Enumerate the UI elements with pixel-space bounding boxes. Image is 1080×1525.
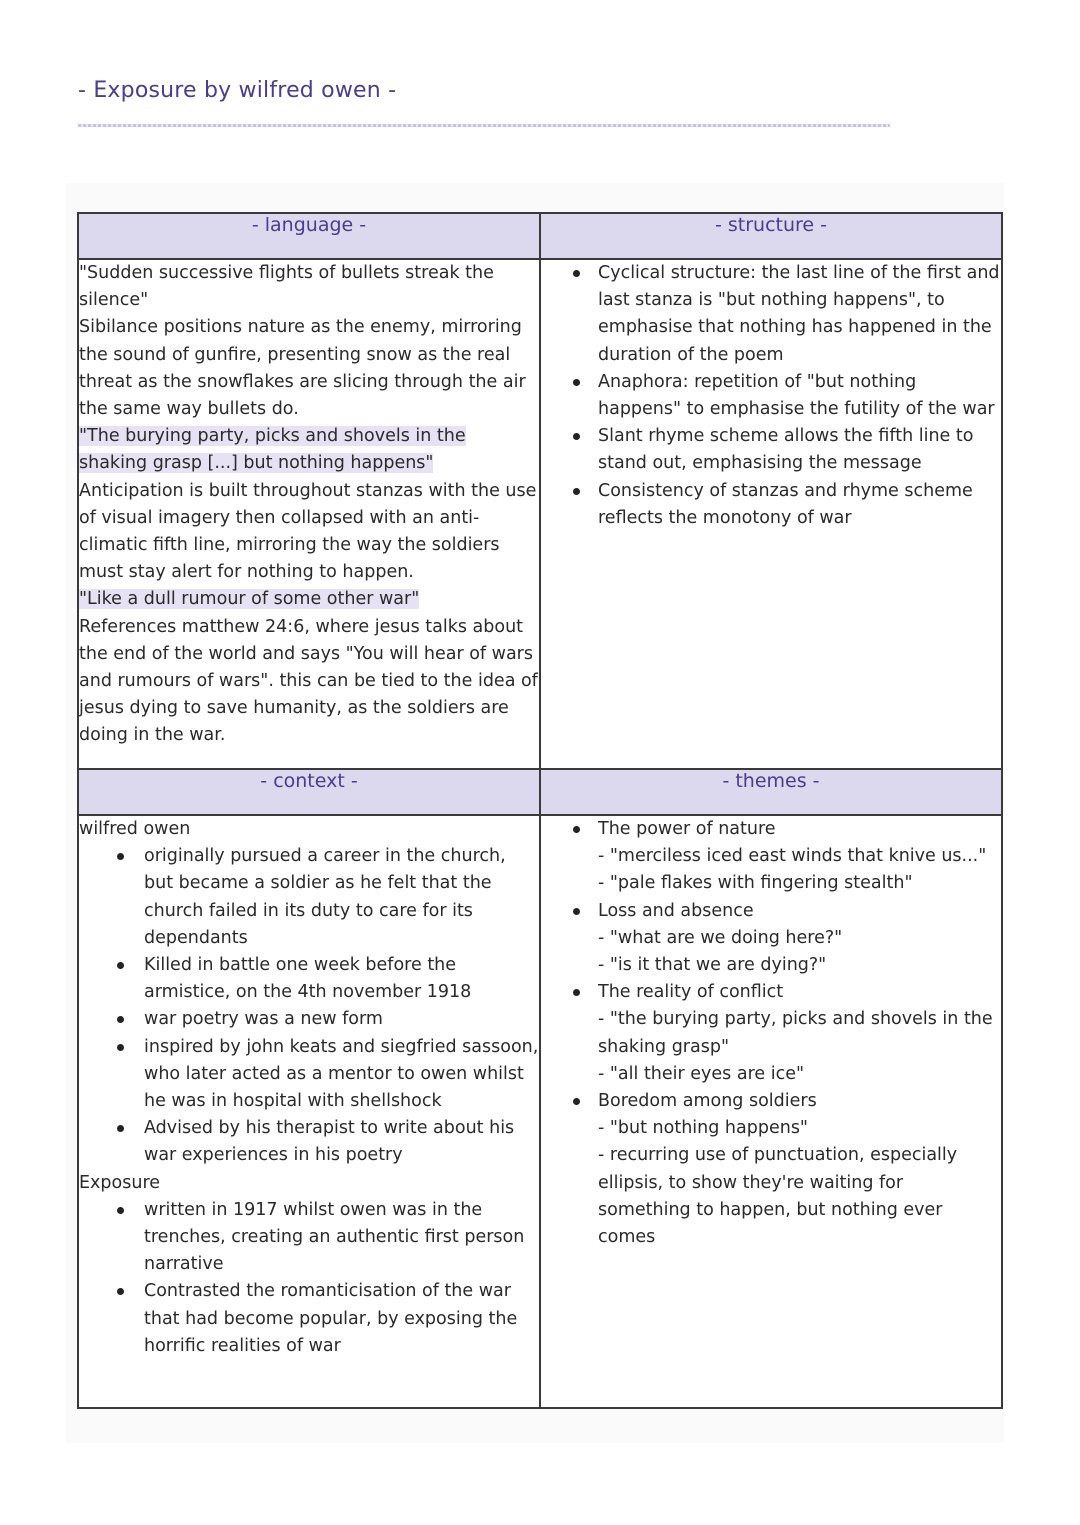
theme-quote: - "pale flakes with fingering stealth" — [598, 873, 913, 894]
context-exposure-item: Contrasted the romanticisation of the war that had become popular, by exposing the horrific realities of war — [79, 1278, 539, 1360]
context-owen-item: inspired by john keats and siegfried sassoon, who later acted as a mentor to owen whilst he was in hospital with shellshock — [79, 1034, 539, 1116]
structure-item: Cyclical structure: the last line of the first and last stanza is "but nothing happens", to emphasise that nothing has happened in the duration of the poem — [533, 260, 1001, 369]
structure-cell — [540, 259, 1002, 769]
language-analysis-1: Sibilance positions nature as the enemy, mirroring the sound of gunfire, presenting snow as the real threat as the snowflakes are slicing through the air the same way bullets do. — [79, 317, 526, 420]
structure-item: Consistency of stanzas and rhyme scheme reflects the monotony of war — [533, 478, 1001, 532]
language-quote-3: "Like a dull rumour of some other war" — [79, 589, 420, 610]
theme-title: The power of nature — [598, 819, 776, 839]
language-analysis-3: References matthew 24:6, where jesus talks about the end of the world and says "You will hear of wars and rumours of wars". this can be tied to the idea of jesus dying to save humanity, as the soldiers are doing in the war. — [79, 616, 538, 746]
theme-group — [533, 816, 1001, 898]
language-analysis-2: Anticipation is built throughout stanzas with the use of visual imagery then collapsed with an anti-climatic fifth line, mirroring the way the soldiers must stay alert for nothing to happen. — [79, 480, 537, 583]
structure-item: Anaphora: repetition of "but nothing happens" to emphasise the futility of the war — [533, 369, 1001, 423]
page-title: - Exposure by wilfred owen - — [78, 78, 397, 103]
notes-table — [77, 212, 1003, 1409]
language-cell — [78, 259, 540, 769]
context-owen-item: originally pursued a career in the church, but became a soldier as he felt that the church failed in its duty to care for its dependants — [79, 843, 539, 952]
context-owen-item: war poetry was a new form — [79, 1006, 539, 1033]
context-exposure-item: written in 1917 whilst owen was in the trenches, creating an authentic first person narrative — [79, 1197, 539, 1279]
theme-group — [533, 979, 1001, 1088]
header-themes: - themes - — [540, 769, 1002, 815]
header-language: - language - — [78, 213, 540, 259]
theme-quote: - "what are we doing here?" — [598, 927, 843, 948]
theme-group — [533, 1088, 1001, 1251]
context-heading-exposure: Exposure — [79, 1172, 161, 1193]
structure-item: Slant rhyme scheme allows the fifth line to stand out, emphasising the message — [533, 423, 1001, 477]
theme-group — [533, 898, 1001, 980]
theme-title: Loss and absence — [598, 900, 754, 921]
language-quote-2: "The burying party, picks and shovels in the shaking grasp [...] but nothing happens" — [79, 426, 466, 474]
theme-title: The reality of conflict — [598, 982, 784, 1003]
theme-quote: - "is it that we are dying?" — [598, 955, 827, 976]
theme-quote: - "but nothing happens" — [598, 1118, 808, 1139]
context-heading-owen: wilfred owen — [79, 819, 191, 839]
theme-quote: - "all their eyes are ice" — [598, 1063, 805, 1084]
header-structure: - structure - — [540, 213, 1002, 259]
context-cell — [78, 815, 540, 1408]
theme-quote: - recurring use of punctuation, especially ellipsis, to show they're waiting for something to happen, but nothing ever comes — [598, 1145, 958, 1248]
theme-quote: - "the burying party, picks and shovels in the shaking grasp" — [598, 1009, 993, 1057]
theme-quote: - "merciless iced east winds that knive us..." — [598, 846, 987, 867]
themes-cell — [540, 815, 1002, 1408]
language-quote-1: "Sudden successive flights of bullets streak the silence" — [79, 263, 494, 311]
header-context: - context - — [78, 769, 540, 815]
context-owen-item: Advised by his therapist to write about his war experiences in his poetry — [79, 1115, 539, 1169]
context-owen-item: Killed in battle one week before the armistice, on the 4th november 1918 — [79, 952, 539, 1006]
title-underline — [78, 124, 890, 127]
theme-title: Boredom among soldiers — [598, 1091, 817, 1112]
